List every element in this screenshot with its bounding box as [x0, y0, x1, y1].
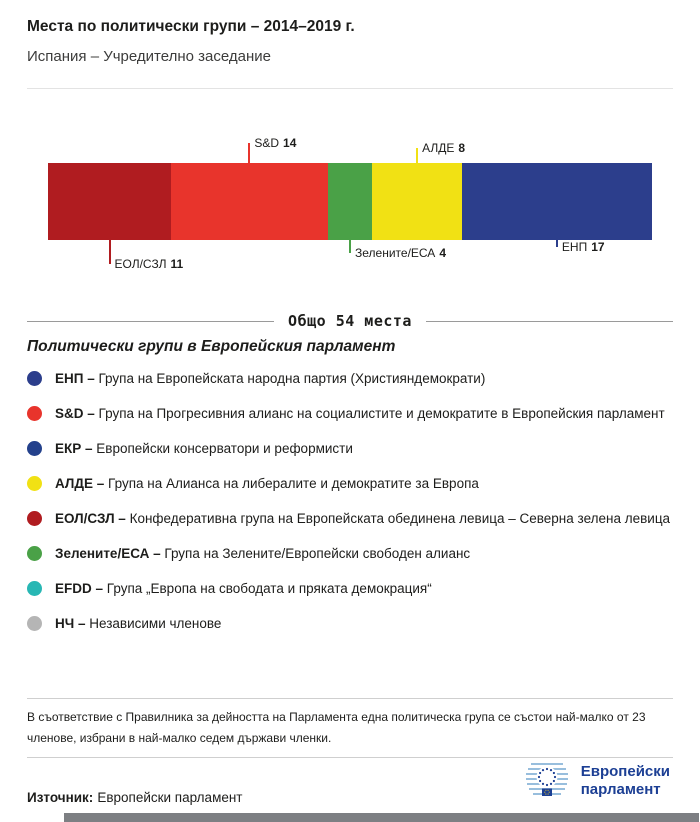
legend-item-gue — [27, 508, 673, 529]
callout-line — [556, 240, 558, 247]
bar-segment-ЕНП[interactable] — [462, 163, 652, 240]
legend-color-dot — [27, 616, 42, 631]
footnote-block — [27, 698, 673, 758]
legend-item-epp — [27, 368, 673, 389]
legend-color-dot — [27, 441, 42, 456]
legend-item-label: ЕНП – — [55, 371, 95, 386]
page-subtitle: Испания – Учредително заседание — [27, 48, 271, 65]
header-divider — [27, 88, 673, 89]
legend-item-description: Група на Алианса на либералите и демократите за Европа — [108, 476, 479, 491]
callout-label-S&D: S&D 14 — [254, 136, 297, 150]
legend-item-label: EFDD – — [55, 581, 104, 596]
legend-item-sd — [27, 403, 673, 424]
total-rule-left — [27, 321, 274, 322]
legend-color-dot — [27, 476, 42, 491]
footnote-text: В съответствие с Правилника за дейността на Парламента една политическа група се състои най-малко от 23 членове, избрани в най-малко седем държави членки. — [27, 710, 646, 745]
legend-item-label: НЧ – — [55, 616, 86, 631]
seats-chart — [48, 136, 652, 285]
legend-item-label: Зелените/ЕСА – — [55, 546, 161, 561]
bottom-strip — [64, 813, 699, 822]
ep-logo-text — [581, 763, 670, 799]
legend-item-description: Група „Европа на свободата и пряката демокрация“ — [106, 581, 432, 596]
bar-segment-АЛДЕ[interactable] — [372, 163, 461, 240]
callout-line — [248, 143, 250, 163]
ep-logo-text-line2: парламент — [580, 781, 661, 798]
bar-segment-S&D[interactable] — [171, 163, 328, 240]
legend-item-ni — [27, 613, 673, 634]
total-seats-row — [27, 312, 673, 330]
callout-label-Зелените/ЕСА: Зелените/ЕСА 4 — [355, 246, 446, 260]
source-label: Източник: — [27, 790, 94, 805]
legend-item-label: S&D – — [55, 406, 95, 421]
legend-item-ecr — [27, 438, 673, 459]
legend-item-alde — [27, 473, 673, 494]
total-rule-right — [426, 321, 673, 322]
callout-line — [109, 240, 111, 264]
legend-item-description: Група на Европейската народна партия (Християндемократи) — [98, 371, 486, 386]
legend — [27, 368, 673, 648]
page-title: Места по политически групи – 2014–2019 г. — [27, 18, 355, 35]
legend-item-description: Европейски консерватори и реформисти — [96, 441, 353, 456]
legend-item-description: Група на Зелените/Европейски свободен алианс — [164, 546, 471, 561]
legend-item-label: ЕКР – — [55, 441, 93, 456]
bar-segment-ЕОЛ/СЗЛ[interactable] — [48, 163, 171, 240]
callout-label-ЕОЛ/СЗЛ: ЕОЛ/СЗЛ 11 — [114, 257, 184, 271]
ep-logo-text-line1: Европейски — [580, 763, 670, 780]
legend-heading: Политически групи в Европейския парламент — [27, 338, 396, 355]
legend-color-dot — [27, 581, 42, 596]
callout-label-АЛДЕ: АЛДЕ 8 — [422, 141, 466, 155]
european-parliament-logo-icon — [523, 760, 571, 802]
source-line — [27, 790, 243, 805]
legend-item-label: ЕОЛ/СЗЛ – — [55, 511, 126, 526]
legend-color-dot — [27, 371, 42, 386]
legend-item-description: Конфедеративна група на Европейската обединена левица – Северна зелена левица — [129, 511, 671, 526]
source-value: Европейски парламент — [97, 790, 243, 805]
total-seats-label: Общо 54 места — [288, 312, 412, 330]
callout-label-ЕНП: ЕНП 17 — [561, 240, 605, 254]
legend-item-label: АЛДЕ – — [55, 476, 105, 491]
legend-item-description: Независими членове — [89, 616, 222, 631]
callout-line — [416, 148, 418, 163]
ep-logo — [523, 760, 670, 802]
legend-item-efdd — [27, 578, 673, 599]
callout-line — [349, 240, 351, 253]
legend-color-dot — [27, 406, 42, 421]
legend-color-dot — [27, 511, 42, 526]
stacked-bar — [48, 163, 652, 240]
legend-color-dot — [27, 546, 42, 561]
legend-item-description: Група на Прогресивния алианс на социалистите и демократите в Европейския парламент — [98, 406, 665, 421]
legend-item-greens — [27, 543, 673, 564]
bar-segment-Зелените/ЕСА[interactable] — [328, 163, 373, 240]
